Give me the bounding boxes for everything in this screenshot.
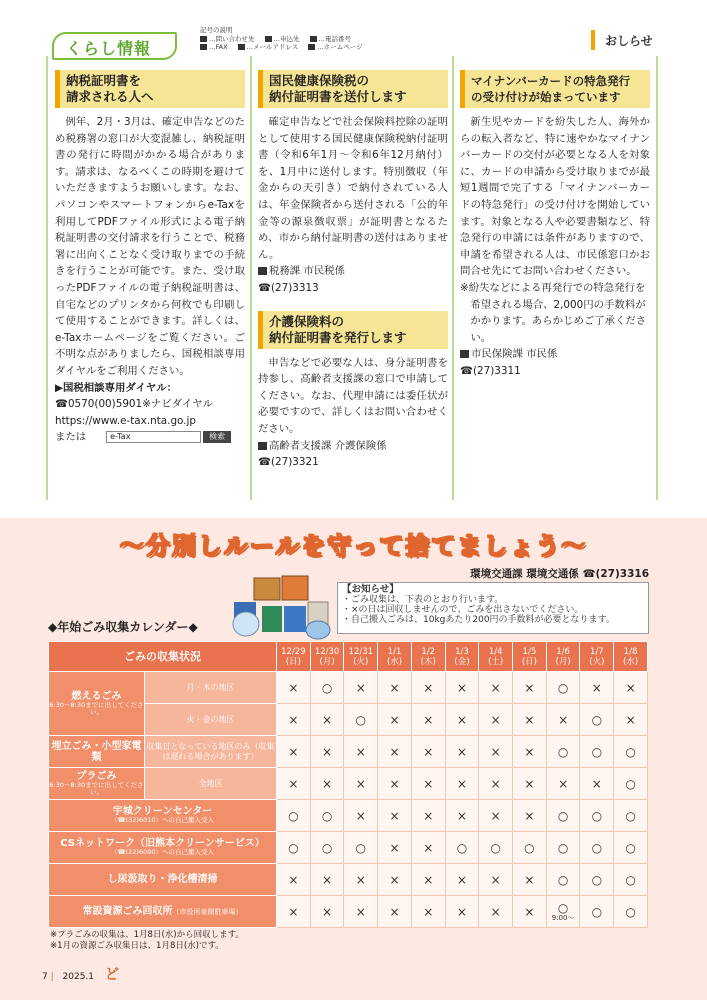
- calendar-date-header: 1/6 (月): [546, 642, 580, 672]
- article-body: 確定申告などで社会保険料控除の証明として使用する国民健康保険税納付証明書（令和6年1月～令和6年12月納付）を、1月中に送付します。特別徴収（年金からの天引き）で納付されている人は、年金保険者から送付される「公的年金等の源泉徴収票」が証明書となるため、市から納付証明書の送付はありません。: [258, 116, 448, 261]
- collection-mark: ×: [344, 672, 378, 704]
- notice-line: ・×の日は回収しませんので、ごみを出さないでください。: [342, 605, 584, 615]
- collection-mark: ×: [546, 704, 580, 736]
- category-note: 6:30～8:30までに出してください。: [49, 780, 144, 796]
- collection-mark: ○: [513, 832, 547, 864]
- footnote: ※1月の資源ごみ収集日は、1月8日(水)です。: [50, 941, 224, 951]
- calendar-header-label: ごみの収集状況: [49, 642, 277, 672]
- tax-dial-label: ▶国税相談専用ダイヤル：: [55, 381, 177, 394]
- collection-mark: ×: [344, 736, 378, 768]
- article-title: 介護保険料の 納付証明書を発行します: [258, 311, 448, 349]
- collection-mark: ○: [614, 800, 648, 832]
- contact-phone: ☎(27)3311: [460, 364, 521, 377]
- collection-mark: ○: [614, 832, 648, 864]
- inquiry-icon: [258, 442, 267, 450]
- collection-mark: ○: [546, 832, 580, 864]
- collection-mark: ×: [614, 704, 648, 736]
- calendar-row: [49, 864, 648, 896]
- collection-mark: ×: [411, 800, 445, 832]
- collection-mark: ×: [277, 704, 311, 736]
- collection-mark: ○: [344, 832, 378, 864]
- collection-mark: ○: [580, 832, 614, 864]
- calendar-date-header: 1/1 (水): [378, 642, 412, 672]
- legend-title: 記号の説明: [200, 26, 233, 34]
- section-notice-heading: おしらせ: [591, 30, 671, 50]
- issue-date: 2025.1: [62, 972, 95, 982]
- mark-note: 9:00～: [551, 914, 575, 922]
- collection-mark: ×: [378, 832, 412, 864]
- article-body: 申告などで必要な人は、身分証明書を持参し、高齢者支援課の窓口で申請してください。なお、代理申請には委任状が必要ですので、詳しくはお問い合わせください。: [258, 356, 448, 435]
- inquiry-icon: [258, 267, 267, 275]
- notice-line: ・ごみ収集は、下表のとおり行います。: [342, 595, 504, 605]
- collection-mark: ○: [614, 736, 648, 768]
- section-brand: [52, 32, 177, 60]
- collection-mark: ○: [614, 768, 648, 800]
- column-divider: [656, 56, 658, 500]
- page-footer: 7 | 2025.1 ど: [42, 967, 119, 983]
- calendar-row: [49, 896, 648, 928]
- collection-mark: ×: [378, 864, 412, 896]
- collection-mark: ×: [378, 768, 412, 800]
- garbage-notice: [337, 582, 649, 634]
- collection-mark: ×: [479, 864, 513, 896]
- collection-mark: ×: [344, 864, 378, 896]
- category-cell: し尿汲取り・浄化槽清掃: [49, 864, 277, 896]
- collection-mark: ×: [445, 864, 479, 896]
- collection-mark: ×: [513, 736, 547, 768]
- collection-mark: ×: [580, 672, 614, 704]
- area-cell: 火・金の地区: [145, 704, 277, 736]
- collection-mark: ×: [277, 864, 311, 896]
- collection-mark: ○: [344, 704, 378, 736]
- collection-mark: ○: [546, 800, 580, 832]
- calendar-row: [49, 768, 648, 800]
- collection-mark: ○: [310, 832, 344, 864]
- calendar-row: [49, 736, 648, 768]
- fax-icon: [200, 44, 207, 50]
- web-icon: [308, 44, 315, 50]
- collection-mark: ×: [378, 704, 412, 736]
- collection-mark: ×: [411, 768, 445, 800]
- collection-mark: ×: [513, 672, 547, 704]
- category-cell: 宇城クリーンセンター （☎(32)6010）への自己搬入受入: [49, 800, 277, 832]
- calendar-date-header: 1/8 (水): [614, 642, 648, 672]
- collection-mark: ×: [378, 672, 412, 704]
- article-body: 新生児やカードを紛失した人、海外からの転入者など、特に速やかなマイナンバーカードの交付が必要となる人を対象に、カードの申請から受け取りまでが最短1週間で完了する「マイナンバーカードの特急発行」の受け付けを開始しています。対象となる人や必要書類など、特急発行の申請には条件がありますので、申請を希望される人は、市民係窓口かお問合せ先にてお問い合わせください。: [460, 116, 650, 278]
- area-cell: 収集日となっている地区のみ（収集は遅れる場合があります）: [145, 736, 277, 768]
- collection-mark: ×: [445, 896, 479, 928]
- category-note: 6:30～8:30までに出してください。: [49, 700, 144, 716]
- collection-mark: ×: [378, 896, 412, 928]
- collection-mark: ×: [479, 896, 513, 928]
- calendar-date-header: 12/31 (火): [344, 642, 378, 672]
- collection-mark: ×: [445, 800, 479, 832]
- collection-mark: ×: [344, 800, 378, 832]
- collection-mark: ×: [378, 800, 412, 832]
- collection-mark: ×: [411, 704, 445, 736]
- page-header: [0, 0, 707, 66]
- collection-mark: ○: [580, 864, 614, 896]
- collection-mark: ×: [546, 768, 580, 800]
- collection-mark: ○: [445, 832, 479, 864]
- collection-mark: ○: [614, 896, 648, 928]
- category-cell: 燃えるごみ 6:30～8:30までに出してください。: [49, 672, 145, 736]
- collection-mark: ×: [479, 736, 513, 768]
- collection-mark: ○: [580, 736, 614, 768]
- collection-mark: ×: [445, 672, 479, 704]
- collection-mark: ×: [445, 704, 479, 736]
- collection-mark: ×: [411, 832, 445, 864]
- category-note: （市役所東側駐車場）: [172, 907, 243, 916]
- garbage-contact: 環境交通課 環境交通係 ☎(27)3316: [470, 568, 649, 580]
- collection-mark: ○ 9:00～: [546, 896, 580, 928]
- article-tax-certificate: [55, 62, 245, 446]
- symbol-legend: [200, 26, 363, 52]
- contact-dept: 税務課 市民税係: [258, 263, 448, 280]
- column-divider: [46, 56, 48, 500]
- calendar-title: ◆年始ごみ収集カレンダー◆: [48, 620, 198, 634]
- search-input[interactable]: e-Tax: [106, 431, 201, 443]
- collection-mark: ○: [310, 800, 344, 832]
- search-button[interactable]: 検索: [203, 431, 231, 443]
- collection-mark: ×: [277, 736, 311, 768]
- page-number: 7: [42, 972, 48, 982]
- collection-mark: ×: [310, 864, 344, 896]
- article-mynumber-express: [460, 62, 650, 380]
- category-note: （☎(32)6010）への自己搬入受入: [111, 816, 214, 825]
- legend-phone: …電話番号: [310, 35, 352, 44]
- tax-dial-phone: ☎0570(00)5901※ナビダイヤル: [55, 398, 213, 411]
- calendar-date-header: 1/7 (火): [580, 642, 614, 672]
- collection-mark: ×: [479, 800, 513, 832]
- article-body: 例年、2月・3月は、確定申告などのため税務署の窓口が大変混雑し、納税証明書の発行に時間がかかる場合があります。請求は、なるべくこの時期を避けていただきますようお願いします。なお、パソコンやスマートフォンからe-Taxを利用してPDFファイル形式による電子納税証明書の交付請求を行うことで、税務署に出向くことなく受け取りまでの手続きを行うことが可能です。また、受け取ったPDFファイルの電子納税証明書は、自宅などのプリンタから何枚でも印刷して使用することができます。詳しくは、e-Taxホームページをご覧ください。ご不明な点がありましたら、国税相談専用ダイヤルをご利用ください。: [55, 116, 245, 377]
- contact-dept: 高齢者支援課 介護保険係: [258, 438, 448, 455]
- collection-mark: ○: [310, 672, 344, 704]
- collection-mark: ×: [310, 704, 344, 736]
- apply-icon: [265, 36, 272, 42]
- collection-mark: ○: [580, 896, 614, 928]
- mail-icon: [238, 44, 245, 50]
- article-title: 納税証明書を 請求される人へ: [55, 70, 245, 108]
- column-divider: [250, 56, 252, 500]
- collection-mark: ×: [445, 768, 479, 800]
- collection-mark: ×: [344, 768, 378, 800]
- collection-mark: ×: [310, 896, 344, 928]
- inquiry-icon: [460, 350, 469, 358]
- collection-mark: ×: [479, 768, 513, 800]
- calendar-row: [49, 672, 648, 704]
- collection-mark: ○: [546, 672, 580, 704]
- calendar-date-header: 1/5 (日): [513, 642, 547, 672]
- area-cell: 月・木の地区: [145, 672, 277, 704]
- brand-title: くらし情報: [66, 39, 152, 58]
- collection-mark: ×: [513, 768, 547, 800]
- contact-dept: 市民保険課 市民係: [460, 346, 650, 363]
- collection-mark: ×: [513, 800, 547, 832]
- category-cell: CSネットワーク（旧熊本クリーンサービス） （☎(22)6090）への自己搬入受入: [49, 832, 277, 864]
- calendar-date-header: 1/2 (木): [411, 642, 445, 672]
- column-divider: [452, 56, 454, 500]
- footnote: ※プラごみの収集は、1月8日(水)から回収します。: [50, 930, 244, 940]
- article-insurance-certificates: [258, 62, 448, 471]
- calendar-date-header: 1/3 (金): [445, 642, 479, 672]
- category-cell: 常設資源ごみ回収所（市役所東側駐車場）: [49, 896, 277, 928]
- collection-mark: ×: [310, 768, 344, 800]
- collection-mark: ×: [614, 672, 648, 704]
- collection-mark: ○: [277, 832, 311, 864]
- collection-mark: ○: [580, 704, 614, 736]
- calendar-date-header: 12/30 (月): [310, 642, 344, 672]
- collection-mark: ○: [479, 832, 513, 864]
- category-cell: 埋立ごみ・小型家電類: [49, 736, 145, 768]
- collection-mark: ×: [445, 736, 479, 768]
- notice-title: 【お知らせ】: [342, 584, 399, 595]
- calendar-date-header: 12/29 (日): [277, 642, 311, 672]
- phone-icon: [310, 36, 317, 42]
- calendar-row: [49, 800, 648, 832]
- collection-mark: ×: [411, 736, 445, 768]
- collection-mark: ×: [411, 864, 445, 896]
- collection-mark: ×: [344, 896, 378, 928]
- article-title: マイナンバーカードの特急発行 の受け付けが始まっています: [460, 70, 650, 108]
- collection-calendar: [48, 641, 648, 928]
- garbage-banner: ～分別しルールを守って捨てましょう～: [119, 532, 588, 560]
- calendar-row: [49, 832, 648, 864]
- legend-web: …ホームページ: [308, 43, 362, 52]
- collection-mark: ×: [277, 672, 311, 704]
- notice-line: ・自己搬入ごみは、10kgあたり200円の手数料が必要となります。: [342, 615, 615, 625]
- inquiry-icon: [200, 36, 207, 42]
- article-note: ※紛失などによる再発行での特急発行を希望される場合、2,000円の手数料がかかります。あらかじめご了承ください。: [460, 281, 647, 344]
- article-title: 国民健康保険税の 納付証明書を送付します: [258, 70, 448, 108]
- collection-mark: ×: [513, 704, 547, 736]
- collection-mark: ×: [310, 736, 344, 768]
- collection-mark: ×: [411, 672, 445, 704]
- collection-mark: ○: [546, 736, 580, 768]
- collection-mark: ○: [277, 800, 311, 832]
- collection-mark: ×: [277, 768, 311, 800]
- search-row: [55, 429, 245, 446]
- magazine-logo: ど: [104, 967, 119, 983]
- contact-phone: ☎(27)3321: [258, 456, 319, 469]
- calendar-date-header: 1/4 (土): [479, 642, 513, 672]
- collection-mark: ×: [513, 864, 547, 896]
- collection-mark: ○: [546, 864, 580, 896]
- collection-mark: ○: [614, 864, 648, 896]
- legend-inquiry: …問い合わせ先: [200, 35, 255, 44]
- collection-mark: ×: [411, 896, 445, 928]
- garbage-bins-illustration: [232, 572, 332, 640]
- legend-fax: …FAX: [200, 43, 228, 52]
- or-label: または: [55, 431, 87, 444]
- area-cell: 全地区: [145, 768, 277, 800]
- category-cell: プラごみ 6:30～8:30までに出してください。: [49, 768, 145, 800]
- category-note: （☎(22)6090）への自己搬入受入: [111, 848, 214, 857]
- legend-mail: …メールアドレス: [238, 43, 299, 52]
- collection-mark: ×: [479, 704, 513, 736]
- collection-mark: ×: [479, 672, 513, 704]
- collection-mark: ×: [378, 736, 412, 768]
- collection-mark: ×: [277, 896, 311, 928]
- collection-mark: ×: [513, 896, 547, 928]
- collection-mark: ×: [580, 768, 614, 800]
- contact-phone: ☎(27)3313: [258, 281, 319, 294]
- etax-url[interactable]: https://www.e-tax.nta.go.jp: [55, 414, 197, 427]
- calendar-footnotes: [50, 930, 244, 952]
- collection-mark: ○: [580, 800, 614, 832]
- legend-apply: …申込先: [265, 35, 300, 44]
